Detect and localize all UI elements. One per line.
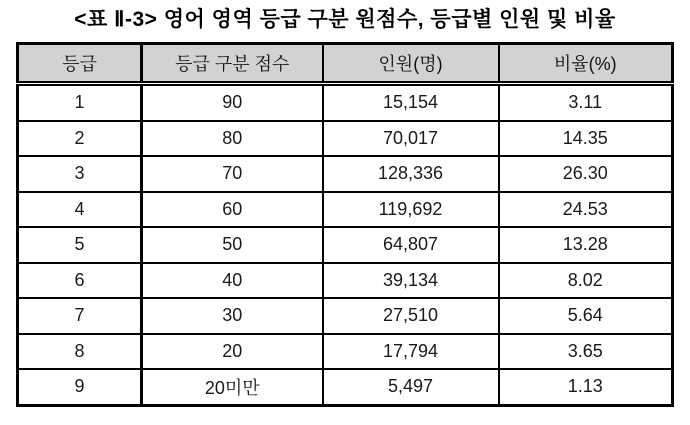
cutoff-cell: 40 [142, 263, 323, 299]
table-row [18, 334, 673, 370]
count-cell: 39,134 [323, 263, 499, 299]
table-title: <표 Ⅱ-3> 영어 영역 등급 구분 원점수, 등급별 인원 및 비율 [74, 8, 616, 31]
header-cell-count: 인원(명) [323, 44, 499, 84]
cutoff-cell: 20미만 [142, 369, 323, 405]
count-cell: 64,807 [323, 227, 499, 263]
header-cell-grade: 등급 [18, 44, 142, 84]
table-header-row [18, 44, 673, 84]
cutoff-cell: 20 [142, 334, 323, 370]
ratio-cell: 3.11 [499, 84, 673, 121]
count-cell: 119,692 [323, 192, 499, 228]
table-row [18, 227, 673, 263]
table-row [18, 156, 673, 192]
count-cell: 5,497 [323, 369, 499, 405]
grade-distribution-table [16, 42, 674, 407]
ratio-cell: 5.64 [499, 298, 673, 334]
grade-cell: 4 [18, 192, 142, 228]
grade-cell: 2 [18, 121, 142, 157]
count-cell: 15,154 [323, 84, 499, 121]
grade-cell: 9 [18, 369, 142, 405]
table-row [18, 369, 673, 405]
cutoff-cell: 30 [142, 298, 323, 334]
header-cell-cutoff-score: 등급 구분 점수 [142, 44, 323, 84]
grade-cell: 1 [18, 84, 142, 121]
ratio-cell: 26.30 [499, 156, 673, 192]
table-row [18, 121, 673, 157]
ratio-cell: 1.13 [499, 369, 673, 405]
table-row [18, 263, 673, 299]
table-row [18, 84, 673, 121]
count-cell: 128,336 [323, 156, 499, 192]
grade-cell: 5 [18, 227, 142, 263]
ratio-cell: 8.02 [499, 263, 673, 299]
cutoff-cell: 50 [142, 227, 323, 263]
count-cell: 27,510 [323, 298, 499, 334]
cutoff-cell: 70 [142, 156, 323, 192]
table-row [18, 298, 673, 334]
grade-cell: 3 [18, 156, 142, 192]
ratio-cell: 3.65 [499, 334, 673, 370]
count-cell: 70,017 [323, 121, 499, 157]
cutoff-cell: 80 [142, 121, 323, 157]
table-row [18, 192, 673, 228]
count-cell: 17,794 [323, 334, 499, 370]
cutoff-cell: 60 [142, 192, 323, 228]
grade-cell: 7 [18, 298, 142, 334]
grade-cell: 8 [18, 334, 142, 370]
ratio-cell: 14.35 [499, 121, 673, 157]
ratio-cell: 13.28 [499, 227, 673, 263]
cutoff-cell: 90 [142, 84, 323, 121]
grade-cell: 6 [18, 263, 142, 299]
ratio-cell: 24.53 [499, 192, 673, 228]
header-cell-ratio: 비율(%) [499, 44, 673, 84]
